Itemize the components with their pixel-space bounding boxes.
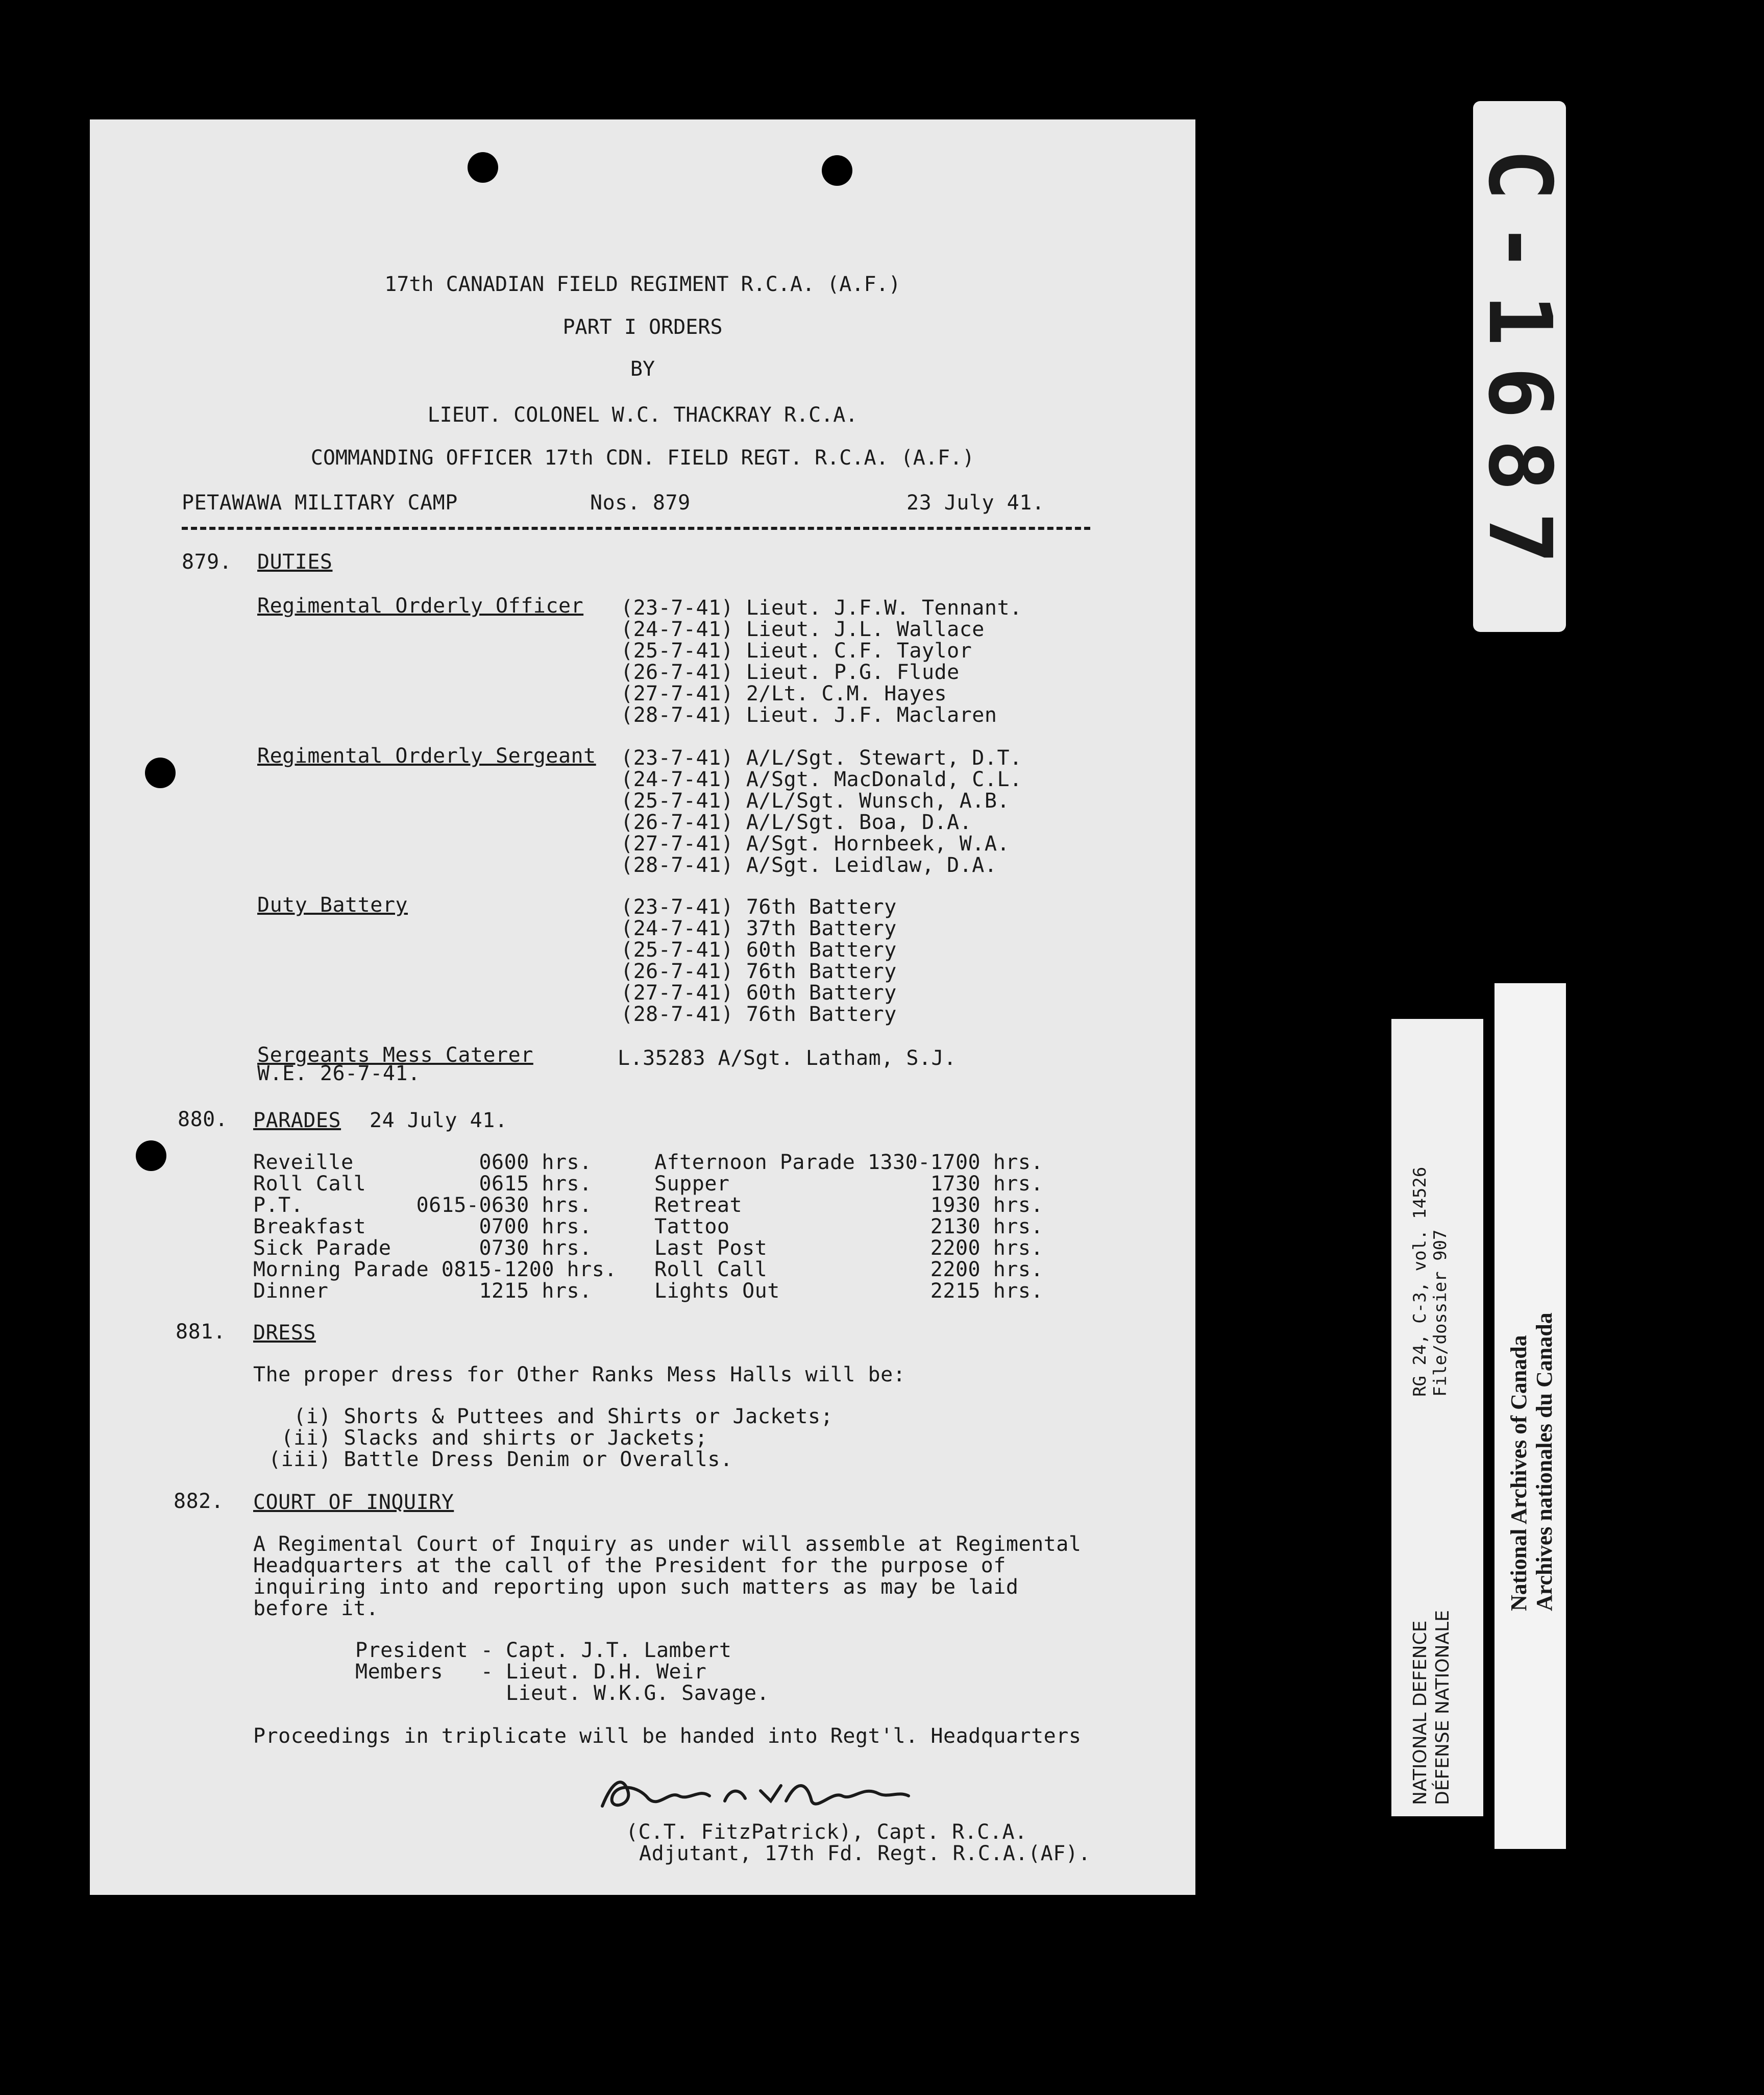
archives-name-fr: Archives nationales du Canada [1532, 1312, 1557, 1611]
parade-time: Lights Out 2215 hrs. [654, 1279, 1044, 1303]
duty-row: (27-7-41) A/Sgt. Hornbeek, W.A. [621, 832, 1010, 856]
handwritten-signature [592, 1770, 919, 1821]
reel-number-label [1469, 101, 1570, 632]
court-body: inquiring into and reporting upon such matters as may be laid [253, 1575, 1019, 1599]
header-by: BY [630, 357, 655, 381]
archive-reference-strip [1391, 1019, 1483, 1816]
parade-time: Dinner 1215 hrs. [253, 1279, 592, 1303]
duty-row: (27-7-41) 2/Lt. C.M. Hayes [621, 682, 947, 705]
archive-reference: RG 24, C-3, vol. 14526 [1410, 1166, 1430, 1397]
court-member: President - Capt. J.T. Lambert [355, 1639, 732, 1662]
section-number: 880. [178, 1108, 228, 1131]
duty-row: (24-7-41) A/Sgt. MacDonald, C.L. [621, 768, 1022, 791]
document-page [90, 119, 1195, 1895]
archive-file: File/dossier 907 [1430, 1229, 1451, 1397]
parade-time: Reveille 0600 hrs. [253, 1151, 592, 1174]
duty-row: (26-7-41) Lieut. P.G. Flude [621, 661, 960, 684]
parade-time: Morning Parade 0815-1200 hrs. [253, 1258, 617, 1281]
archives-label-strip [1494, 983, 1566, 1849]
section-heading: DUTIES [257, 550, 333, 574]
section-number: 881. [176, 1320, 226, 1344]
dress-intro: The proper dress for Other Ranks Mess Halls will be: [253, 1363, 906, 1386]
order-number: Nos. 879 [590, 491, 691, 515]
parades-date: 24 July 41. [370, 1109, 508, 1132]
duty-label-sub: W.E. 26-7-41. [257, 1062, 421, 1085]
duty-row: (25-7-41) A/L/Sgt. Wunsch, A.B. [621, 789, 1010, 813]
punch-hole [822, 155, 852, 186]
duty-row: L.35283 A/Sgt. Latham, S.J. [618, 1046, 957, 1070]
department-name: NATIONAL DEFENCE [1410, 1620, 1431, 1805]
divider [182, 527, 1090, 530]
duty-row: (26-7-41) A/L/Sgt. Boa, D.A. [621, 811, 972, 834]
duty-label: Regimental Orderly Officer [257, 594, 584, 618]
court-body: before it. [253, 1597, 379, 1620]
duty-row: (24-7-41) Lieut. J.L. Wallace [621, 618, 985, 641]
parade-time: Sick Parade 0730 hrs. [253, 1236, 592, 1260]
parade-time: Tattoo 2130 hrs. [654, 1215, 1044, 1238]
header-part: PART I ORDERS [562, 315, 723, 339]
parade-time: Roll Call 2200 hrs. [654, 1258, 1044, 1281]
camp-name: PETAWAWA MILITARY CAMP [182, 491, 458, 515]
section-heading: DRESS [253, 1321, 316, 1345]
court-member: Members - Lieut. D.H. Weir [355, 1660, 707, 1684]
parade-time: Supper 1730 hrs. [654, 1172, 1044, 1196]
section-heading: PARADES [253, 1109, 341, 1132]
signature-name: (C.T. FitzPatrick), Capt. R.C.A. [626, 1820, 1027, 1844]
header-title: COMMANDING OFFICER 17th CDN. FIELD REGT. R.C.A. (A.F.) [310, 446, 975, 470]
duty-row: (25-7-41) 60th Battery [621, 938, 897, 962]
dress-item: (i) Shorts & Puttees and Shirts or Jackets; [268, 1405, 834, 1428]
archives-name: National Archives of Canada [1506, 1335, 1531, 1611]
section-heading: COURT OF INQUIRY [253, 1491, 454, 1514]
dress-item: (ii) Slacks and shirts or Jackets; [268, 1426, 708, 1450]
duty-label: Regimental Orderly Sergeant [257, 744, 596, 768]
header-regiment: 17th CANADIAN FIELD REGIMENT R.C.A. (A.F.) [384, 273, 901, 296]
parade-time: Retreat 1930 hrs. [654, 1193, 1044, 1217]
header-commander: LIEUT. COLONEL W.C. THACKRAY R.C.A. [427, 403, 858, 427]
duty-row: (23-7-41) A/L/Sgt. Stewart, D.T. [621, 746, 1022, 770]
duty-row: (23-7-41) Lieut. J.F.W. Tennant. [621, 596, 1022, 620]
court-body: A Regimental Court of Inquiry as under will assemble at Regimental [253, 1532, 1082, 1556]
court-closing: Proceedings in triplicate will be handed into Regt'l. Headquarters [253, 1724, 1082, 1748]
duty-row: (28-7-41) 76th Battery [621, 1003, 897, 1026]
duty-label: Duty Battery [257, 893, 408, 917]
parade-time: Afternoon Parade 1330-1700 hrs. [654, 1151, 1044, 1174]
parade-time: P.T. 0615-0630 hrs. [253, 1193, 592, 1217]
reel-number: C-1687 [1469, 148, 1570, 585]
court-body: Headquarters at the call of the President for the purpose of [253, 1554, 1006, 1577]
duty-label: Sergeants Mess Caterer [257, 1043, 533, 1067]
signature-title: Adjutant, 17th Fd. Regt. R.C.A.(AF). [639, 1842, 1091, 1865]
department-name-fr: DÉFENSE NATIONALE [1432, 1610, 1453, 1805]
parade-time: Roll Call 0615 hrs. [253, 1172, 592, 1196]
punch-hole [136, 1140, 166, 1171]
punch-hole [145, 758, 176, 788]
section-number: 882. [174, 1490, 224, 1513]
duty-row: (24-7-41) 37th Battery [621, 917, 897, 940]
duty-row: (28-7-41) A/Sgt. Leidlaw, D.A. [621, 854, 997, 877]
parade-time: Last Post 2200 hrs. [654, 1236, 1044, 1260]
punch-hole [468, 152, 498, 183]
parade-time: Breakfast 0700 hrs. [253, 1215, 592, 1238]
order-date: 23 July 41. [906, 491, 1045, 515]
section-number: 879. [182, 550, 232, 574]
duty-row: (26-7-41) 76th Battery [621, 960, 897, 983]
duty-row: (25-7-41) Lieut. C.F. Taylor [621, 639, 972, 663]
court-member: Lieut. W.K.G. Savage. [355, 1682, 770, 1705]
duty-row: (27-7-41) 60th Battery [621, 981, 897, 1005]
dress-item: (iii) Battle Dress Denim or Overalls. [268, 1448, 733, 1471]
duty-row: (23-7-41) 76th Battery [621, 895, 897, 919]
duty-row: (28-7-41) Lieut. J.F. Maclaren [621, 703, 997, 727]
